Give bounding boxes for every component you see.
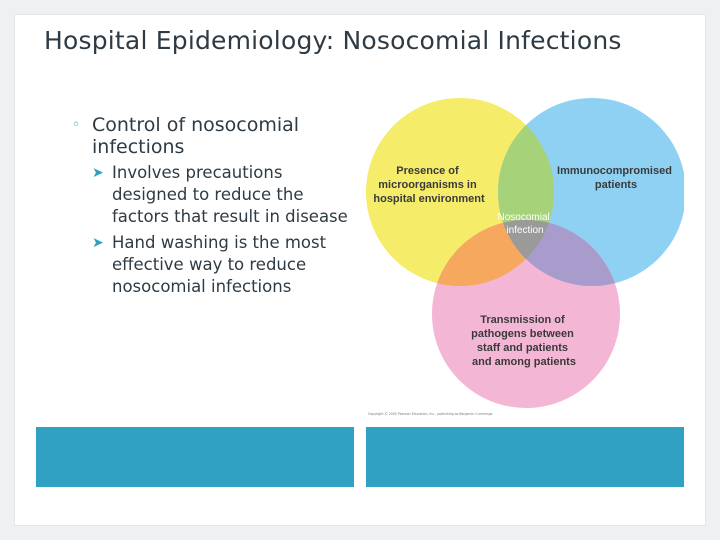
copyright-note: Copyright © 2005 Pearson Education, Inc., publishing as Benjamin Cummings [368,412,493,416]
venn-label-center-line: infection [506,225,544,236]
footer-bar-left [36,427,354,487]
venn-label-presence-line: Presence of [396,165,459,177]
venn-label-presence-line: microorganisms in [378,179,477,191]
bullet-main [72,114,352,158]
bullet-main-text: Control of nosocomial infections [92,114,300,158]
circle-bullet-icon: ◦ [72,117,81,133]
venn-label-presence-line: hospital environment [373,193,485,205]
bullet-sub-1 [72,162,352,228]
bullet-sub-1-text: Involves precautions designed to reduce the factors that result in disease [112,163,348,226]
venn-diagram [366,92,684,420]
venn-label-transmission-line: pathogens between [471,328,574,340]
venn-label-transmission-line: Transmission of [480,314,565,326]
wingding-bullet-icon: ➤ [92,235,104,251]
venn-label-immuno-line: patients [594,179,638,191]
slide-title: Hospital Epidemiology: Nosocomial Infections [44,26,622,55]
footer-bar-right [366,427,684,487]
venn-label-center-line: Nosocomial [497,212,550,223]
wingding-bullet-icon: ➤ [92,165,104,181]
venn-label-transmission-line: and among patients [472,356,576,368]
bullet-list [72,114,352,298]
venn-label-transmission-line: staff and patients [476,342,569,354]
venn-label-immuno-line: Immunocompromised [557,165,672,177]
bullet-sub-2-text: Hand washing is the most effective way to reduce nosocomial infections [112,233,327,296]
bullet-sub-2 [72,232,352,298]
